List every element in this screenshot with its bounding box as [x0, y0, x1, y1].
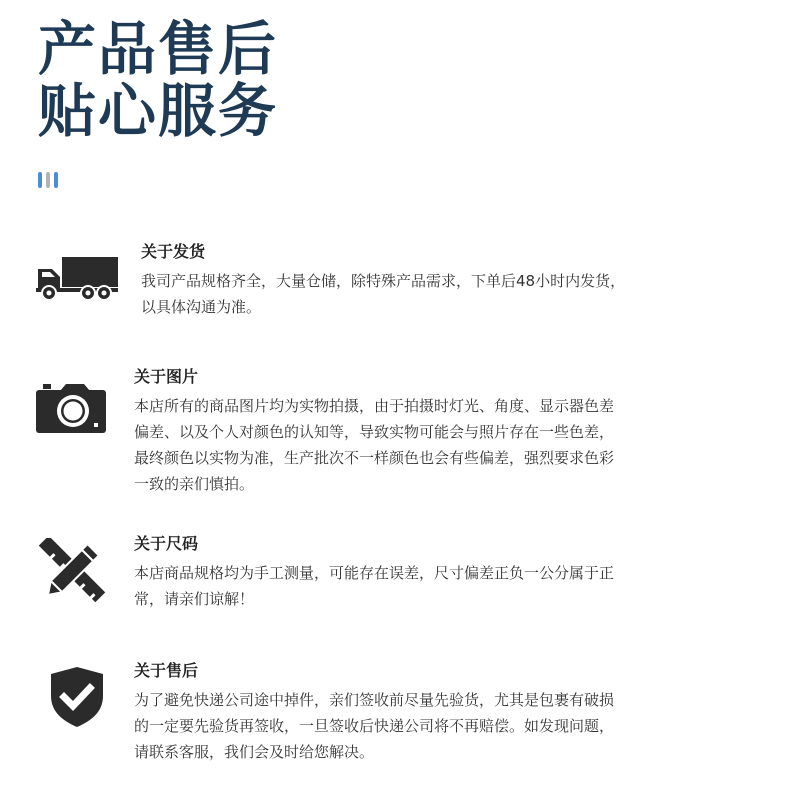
- section-title: 关于尺码: [134, 534, 199, 553]
- body-line: 最终颜色以实物为准，生产批次不一样颜色也会有些偏差，强烈要求色彩: [134, 449, 615, 467]
- body-line: 本店商品规格均为手工测量，可能存在误差，尺寸偏差正负一公分属于正: [134, 564, 615, 582]
- body-line: 我司产品规格齐全，大量仓储，除特殊产品需求，下单后48小时内发货，: [141, 272, 626, 290]
- section-body: [134, 687, 614, 765]
- page-headline: [38, 15, 279, 145]
- section-title: 关于售后: [134, 661, 199, 680]
- section-title: 关于图片: [134, 367, 199, 386]
- accent-bar-blue-1: [38, 172, 42, 188]
- section-title: 关于发货: [141, 242, 206, 261]
- accent-bar-blue-2: [54, 172, 58, 188]
- body-line: 常，请亲们谅解！: [134, 590, 255, 608]
- body-line: 为了避免快递公司途中掉件，亲们签收前尽量先验货，尤其是包裹有破损: [134, 691, 615, 709]
- body-line: 一致的亲们慎拍。: [134, 475, 255, 493]
- section-body: [134, 560, 614, 612]
- ruler-pencil-icon: [38, 538, 106, 604]
- camera-icon: [36, 382, 108, 434]
- section-body: [141, 268, 625, 320]
- truck-icon: [36, 255, 120, 301]
- body-line: 以具体沟通为准。: [141, 298, 262, 316]
- accent-bar-gray: [46, 172, 50, 188]
- body-line: 偏差、以及个人对颜色的认知等，导致实物可能会与照片存在一些色差，: [134, 423, 615, 441]
- shield-check-icon: [49, 666, 105, 728]
- section-body: [134, 393, 614, 497]
- headline-line-2: 贴心服务: [38, 77, 279, 145]
- body-line: 的一定要先验货再签收，一旦签收后快递公司将不再赔偿。如发现问题，: [134, 717, 615, 735]
- body-line: 本店所有的商品图片均为实物拍摄，由于拍摄时灯光、角度、显示器色差: [134, 397, 615, 415]
- body-line: 请联系客服，我们会及时给您解决。: [134, 743, 375, 761]
- headline-line-1: 产品售后: [38, 15, 279, 83]
